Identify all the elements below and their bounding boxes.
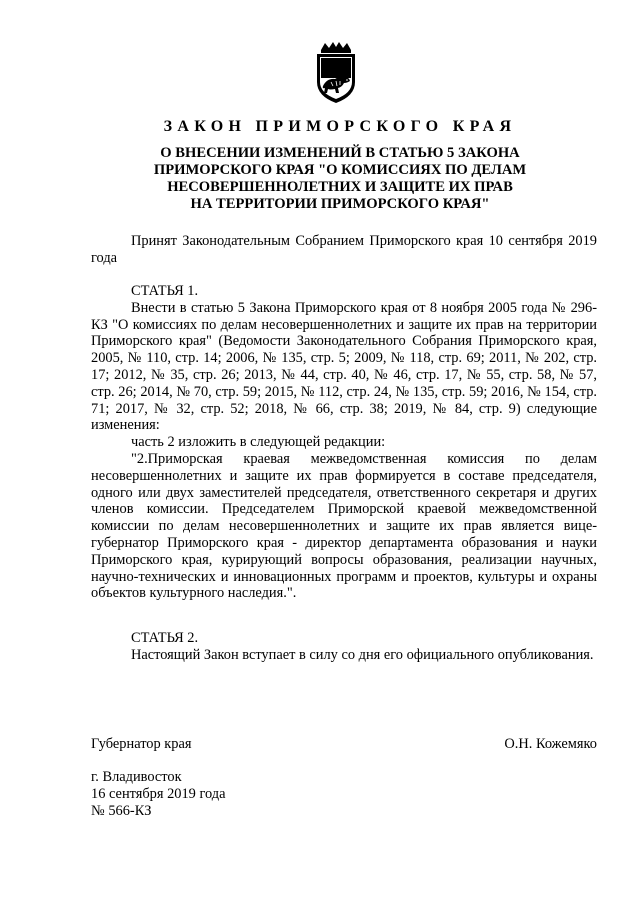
subtitle-line: ПРИМОРСКОГО КРАЯ "О КОМИССИЯХ ПО ДЕЛАМ <box>153 162 527 178</box>
adoption-text: Принят Законодательным Собранием Приморского края 10 сентября 2019 года <box>91 233 597 266</box>
article-1 <box>91 283 597 602</box>
subtitle-line: НА ТЕРРИТОРИИ ПРИМОРСКОГО КРАЯ" <box>190 196 490 212</box>
footer-date: 16 сентября 2019 года <box>91 785 226 802</box>
footer-number: № 566-КЗ <box>91 802 152 819</box>
article-1-part: часть 2 изложить в следующей редакции: <box>131 434 386 451</box>
adoption-block <box>91 233 597 267</box>
signatory-position: Губернатор края <box>91 736 192 752</box>
article-2-heading: СТАТЬЯ 2. <box>131 630 199 646</box>
article-1-intro: Внести в статью 5 Закона Приморского края от 8 ноября 2005 года № 296-КЗ "О комиссиях по делам несовершеннолетних и защите их прав на территории Приморского края" (Ведомости Законодательного Собрания Приморского края, 2005, № 110, стр. 14; 2006, № 135, стр. 5; 2009, № 118, стр. 69; 2011, № 202, стр. 17; 2012, № 35, стр. 26; 2013, № 44, стр. 40, № 46, стр. 17, № 55, стр. 58, № 57, стр. 26; 2014, № 70, стр. 59; 2015, № 112, стр. 24, № 135, стр. 59; 2016, № 154, стр. 71; 2017, № 32, стр. 52; 2018, № 66, стр. 38; 2019, № 84, стр. 9) следующие изменения: <box>91 299 597 434</box>
article-1-quote: "2.Приморская краевая межведомственная комиссия по делам несовершеннолетних и защите их прав формируется в составе председателя, одного или двух заместителей председателя, ответственного секретаря и других членов комиссии. Председателем Приморской краевой межведомственной комиссии по делам несовершеннолетних и защите их прав является вице-губернатор Приморского края - директор департамента образования и науки Приморского края, курирующий вопросы образования, реализации научных, научно-технических и инновационных программ и проектов, культуры и охраны объектов культурного наследия.". <box>91 450 597 602</box>
article-2 <box>91 630 597 664</box>
subtitle-line: О ВНЕСЕНИИ ИЗМЕНЕНИЙ В СТАТЬЮ 5 ЗАКОНА <box>160 145 520 161</box>
law-title: ЗАКОН ПРИМОРСКОГО КРАЯ <box>163 118 517 135</box>
document-footer <box>91 769 226 819</box>
signatory-name: О.Н. Кожемяко <box>504 736 597 752</box>
law-subtitle <box>90 145 590 213</box>
article-2-text: Настоящий Закон вступает в силу со дня его официального опубликования. <box>131 646 594 663</box>
article-1-heading: СТАТЬЯ 1. <box>131 283 199 299</box>
subtitle-line: НЕСОВЕРШЕННОЛЕТНИХ И ЗАЩИТЕ ИХ ПРАВ <box>167 179 513 195</box>
footer-city: г. Владивосток <box>91 769 182 785</box>
coat-of-arms-emblem <box>311 42 361 104</box>
